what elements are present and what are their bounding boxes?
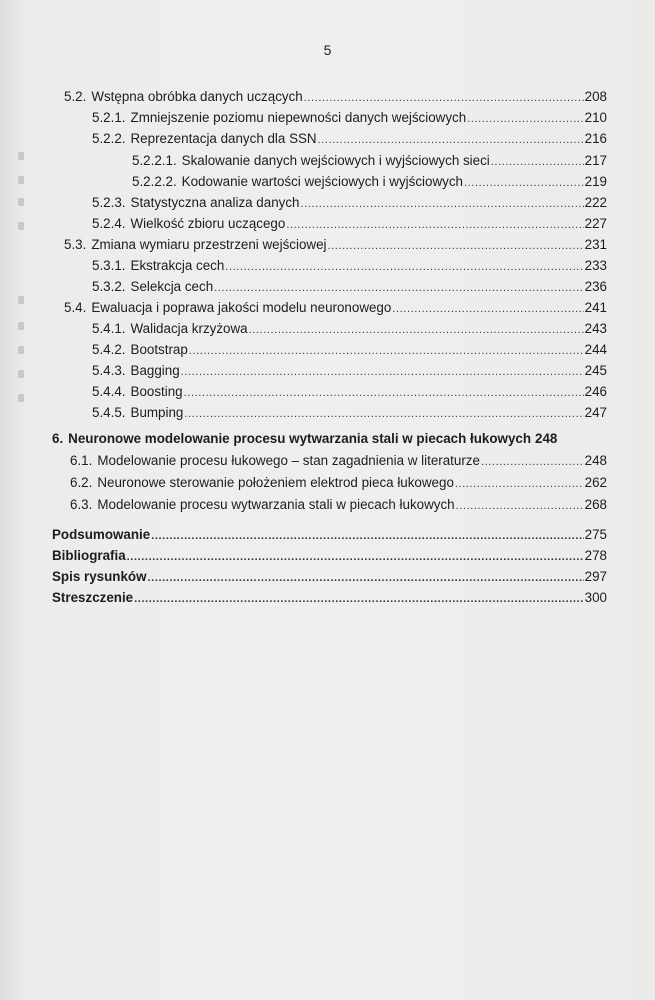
toc-entry-page: 219 xyxy=(584,174,607,189)
dot-leader xyxy=(127,549,584,565)
toc-entry-title: Streszczenie xyxy=(52,590,134,605)
toc-entry-section xyxy=(52,590,607,607)
dot-leader xyxy=(300,196,583,212)
toc-entry xyxy=(132,153,607,170)
toc-entry xyxy=(92,258,607,275)
toc-entry-number: 5.2.2.2. xyxy=(132,174,177,189)
dot-leader xyxy=(249,322,584,338)
toc-entry-page: 247 xyxy=(584,405,607,420)
toc-entry-title: Neuronowe sterowanie położeniem elektrod pieca łukowego xyxy=(97,475,454,490)
toc-entry-title: Ewaluacja i poprawa jakości modelu neuronowego xyxy=(91,300,392,315)
dot-leader xyxy=(455,476,584,492)
show-through-mark xyxy=(18,152,24,160)
dot-leader xyxy=(286,217,583,233)
toc-entry-title: Skalowanie danych wejściowych i wyjściowych sieci xyxy=(181,153,490,168)
toc-entry-page: 236 xyxy=(584,279,607,294)
toc-entry-page: 227 xyxy=(584,216,607,231)
toc-entry-number: 5.3. xyxy=(64,237,87,252)
toc-entry-title: Statystyczna analiza danych xyxy=(130,195,300,210)
toc-entry xyxy=(132,174,607,191)
toc-entry-title: Modelowanie procesu wytwarzania stali w piecach łukowych xyxy=(97,497,455,512)
toc-entry-number: 6. xyxy=(52,431,64,446)
toc-entry-title: Walidacja krzyżowa xyxy=(130,321,248,336)
toc-entry-page: 244 xyxy=(584,342,607,357)
toc-entry-title: Reprezentacja danych dla SSN xyxy=(130,131,317,146)
show-through-mark xyxy=(18,322,24,330)
toc-entry-title: Zmniejszenie poziomu niepewności danych wejściowych xyxy=(130,110,467,125)
toc-entry-number: 5.4. xyxy=(64,300,87,315)
toc-entry-title: Neuronowe modelowanie procesu wytwarzania stali w piecach łukowych xyxy=(68,431,532,446)
toc-entry-page: 216 xyxy=(584,131,607,146)
toc-entry-number: 6.3. xyxy=(70,497,93,512)
toc-entry-number: 5.2.3. xyxy=(92,195,126,210)
dot-leader xyxy=(481,454,584,470)
dot-leader xyxy=(467,111,583,127)
toc-entry-page: 243 xyxy=(584,321,607,336)
dot-leader xyxy=(151,528,583,544)
toc-entry-number: 5.3.2. xyxy=(92,279,126,294)
toc-entry-number: 5.4.4. xyxy=(92,384,126,399)
toc-entry xyxy=(70,453,607,470)
toc-entry-page: 246 xyxy=(584,384,607,399)
toc-entry-title: Wielkość zbioru uczącego xyxy=(130,216,286,231)
toc-entry xyxy=(92,195,607,212)
show-through-mark xyxy=(18,176,24,184)
toc-entry-page: 275 xyxy=(584,527,607,542)
toc-entry-number: 5.4.1. xyxy=(92,321,126,336)
dot-leader xyxy=(318,132,584,148)
dot-leader xyxy=(464,175,584,191)
toc-entry xyxy=(92,279,607,296)
dot-leader xyxy=(214,280,584,296)
toc-entry-page: 262 xyxy=(584,475,607,490)
toc-entry-number: 5.2.2. xyxy=(92,131,126,146)
toc-entry xyxy=(64,237,607,254)
toc-entry-title: Bootstrap xyxy=(130,342,188,357)
toc-entry-page: 210 xyxy=(584,110,607,125)
toc-entry-title: Boosting xyxy=(130,384,183,399)
toc-entry-title: Modelowanie procesu łukowego – stan zagadnienia w literaturze xyxy=(97,453,480,468)
dot-leader xyxy=(491,154,584,170)
toc-entry-title: Kodowanie wartości wejściowych i wyjściowych xyxy=(181,174,463,189)
toc-entry-number: 5.2. xyxy=(64,89,87,104)
toc-entry-number: 5.3.1. xyxy=(92,258,126,273)
toc-entry xyxy=(92,321,607,338)
toc-entry-page: 217 xyxy=(584,153,607,168)
toc-entry-page: 248 xyxy=(584,453,607,468)
toc-entry-page: 245 xyxy=(584,363,607,378)
toc-entry-section xyxy=(52,548,607,565)
toc-entry-chapter xyxy=(52,431,607,447)
show-through-mark xyxy=(18,346,24,354)
toc-entry-title: Podsumowanie xyxy=(52,527,151,542)
toc-entry xyxy=(92,342,607,359)
toc-entry xyxy=(92,384,607,401)
toc-entry-number: 5.2.2.1. xyxy=(132,153,177,168)
toc-entry-page: 297 xyxy=(584,569,607,584)
toc-entry-number: 6.1. xyxy=(70,453,93,468)
dot-leader xyxy=(134,591,584,607)
dot-leader xyxy=(328,238,584,254)
toc-entry-number: 5.4.5. xyxy=(92,405,126,420)
toc-entry-title: Bibliografia xyxy=(52,548,126,563)
toc-entry-number: 5.2.1. xyxy=(92,110,126,125)
toc-entry-page: 241 xyxy=(584,300,607,315)
toc-entry xyxy=(92,216,607,233)
show-through-mark xyxy=(18,296,24,304)
toc-entry xyxy=(70,497,607,514)
toc-entry xyxy=(70,475,607,492)
toc-entry-page: 268 xyxy=(584,497,607,512)
dot-leader xyxy=(456,498,584,514)
toc-entry xyxy=(92,110,607,127)
toc-entry-section xyxy=(52,527,607,544)
toc-entry-title: Wstępna obróbka danych uczących xyxy=(91,89,303,104)
toc-entry-title: Selekcja cech xyxy=(130,279,214,294)
toc-entry-number: 5.4.3. xyxy=(92,363,126,378)
toc-entry xyxy=(92,363,607,380)
toc-entry xyxy=(92,405,607,422)
dot-leader xyxy=(225,259,583,275)
page-number: 5 xyxy=(323,42,332,58)
toc-entry-page: 233 xyxy=(584,258,607,273)
toc-entry-number: 5.4.2. xyxy=(92,342,126,357)
dot-leader xyxy=(184,406,583,422)
toc-entry-page: 208 xyxy=(584,89,607,104)
toc-entry-page: 231 xyxy=(584,237,607,252)
toc-entry xyxy=(64,300,607,317)
toc-entry-number: 5.2.4. xyxy=(92,216,126,231)
toc-entry-title: Zmiana wymiaru przestrzeni wejściowej xyxy=(91,237,327,252)
toc-entry-title: Ekstrakcja cech xyxy=(130,258,225,273)
dot-leader xyxy=(304,90,584,106)
show-through-mark xyxy=(18,370,24,378)
toc-entry-page: 278 xyxy=(584,548,607,563)
toc-entry-page: 222 xyxy=(584,195,607,210)
toc-entry-title: Bumping xyxy=(130,405,184,420)
dot-leader xyxy=(184,385,584,401)
toc-entry-number: 6.2. xyxy=(70,475,93,490)
toc-entry-page: 248 xyxy=(535,431,558,446)
show-through-mark xyxy=(18,198,24,206)
toc-entry-title: Spis rysunków xyxy=(52,569,147,584)
toc-entry-section xyxy=(52,569,607,586)
toc-entry-page: 300 xyxy=(584,590,607,605)
dot-leader xyxy=(392,301,583,317)
toc-entry-title: Bagging xyxy=(130,363,180,378)
dot-leader xyxy=(148,570,584,586)
show-through-mark xyxy=(18,394,24,402)
dot-leader xyxy=(181,364,584,380)
dot-leader xyxy=(189,343,584,359)
toc-entry xyxy=(64,89,607,106)
show-through-mark xyxy=(18,222,24,230)
toc-entry xyxy=(92,131,607,148)
